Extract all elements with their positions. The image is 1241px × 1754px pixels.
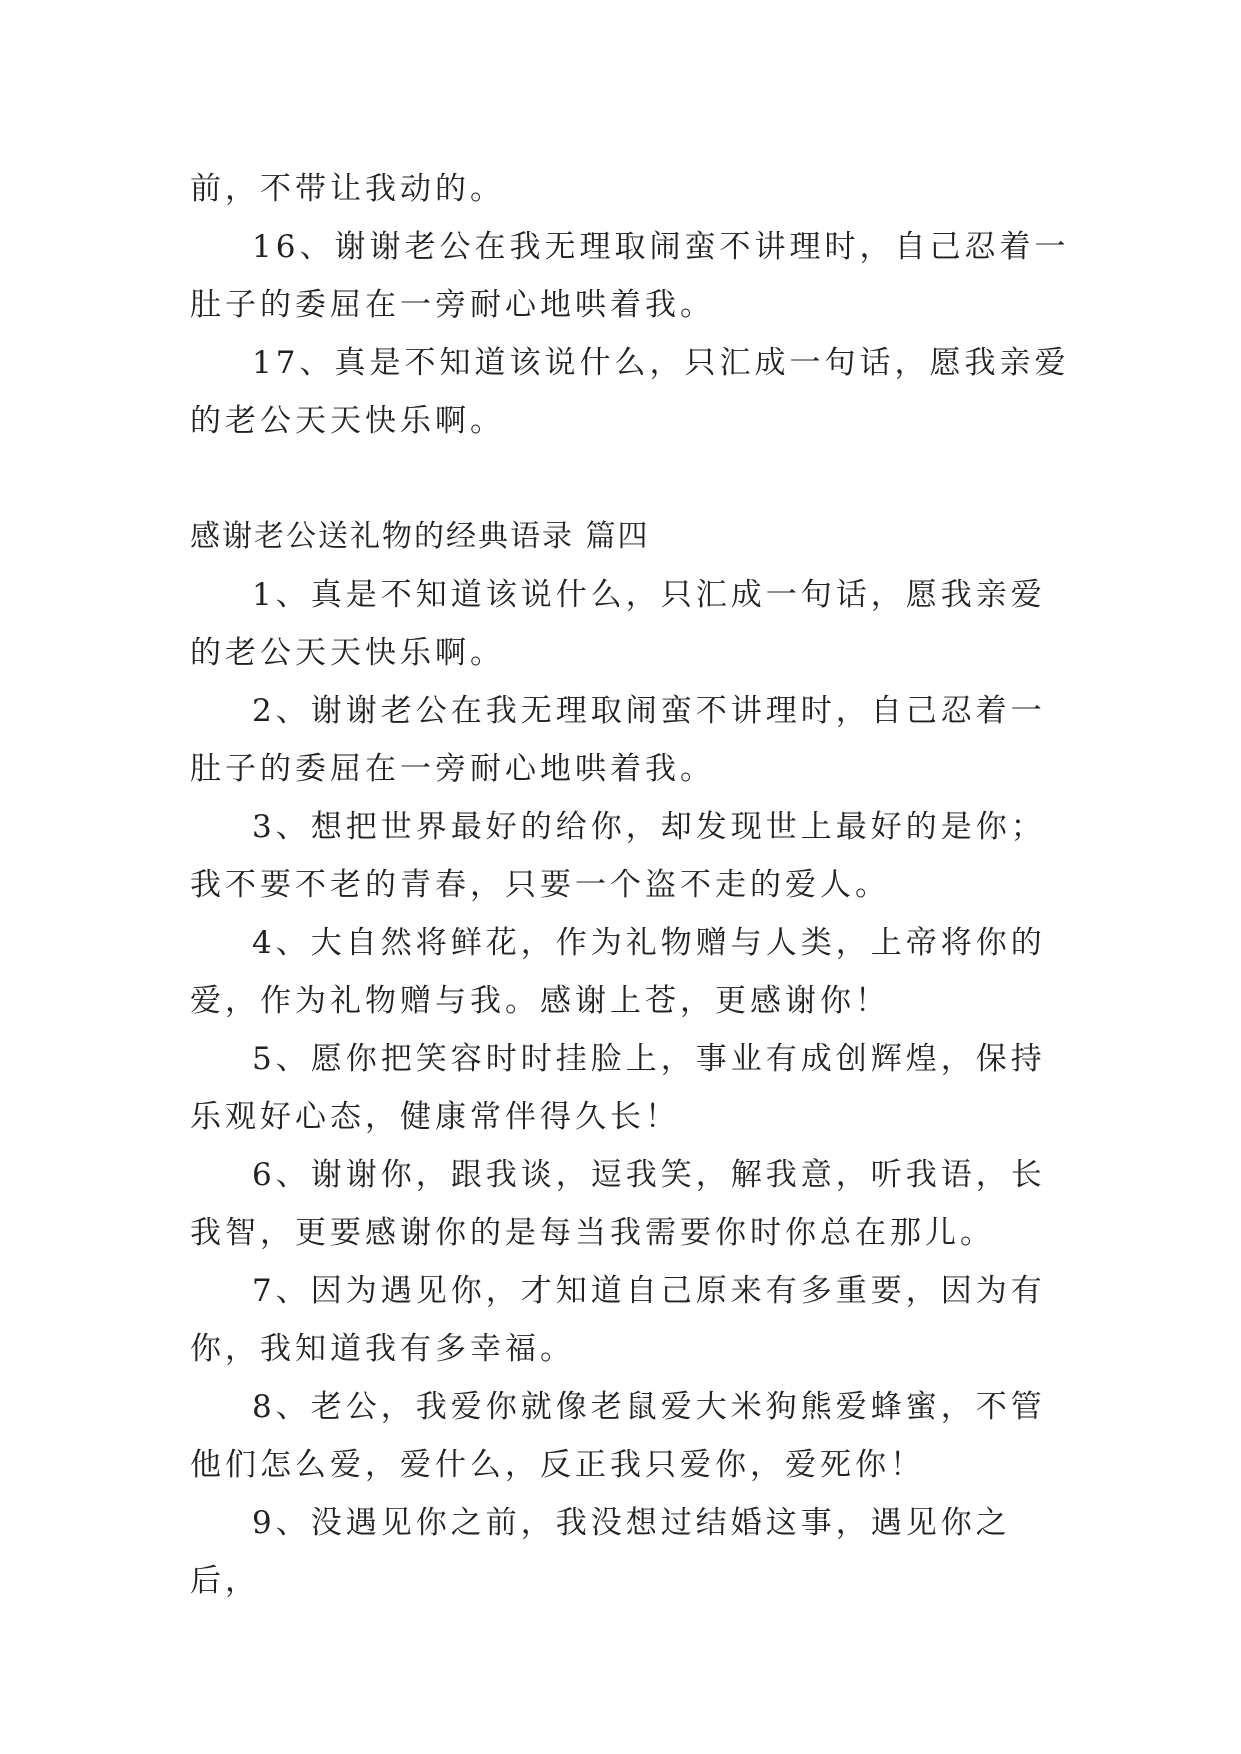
section-item-4: 4、大自然将鲜花，作为礼物赠与人类，上帝将你的爱，作为礼物赠与我。感谢上苍，更感谢你！	[190, 925, 1046, 1019]
document-body	[190, 160, 1070, 1610]
section-item-6: 6、谢谢你，跟我谈，逗我笑，解我意，听我语，长我智，更要感谢你的是每当我需要你时你总在那儿。	[190, 1157, 1046, 1251]
section-item-8: 8、老公，我爱你就像老鼠爱大米狗熊爱蜂蜜，不管他们怎么爱，爱什么，反正我只爱你，爱死你！	[190, 1389, 1046, 1483]
list-item-17: 17、真是不知道该说什么，只汇成一句话，愿我亲爱的老公天天快乐啊。	[190, 345, 1070, 439]
section-item-5: 5、愿你把笑容时时挂脸上，事业有成创辉煌，保持乐观好心态，健康常伴得久长！	[190, 1041, 1046, 1135]
continuation-paragraph: 前，不带让我动的。	[190, 171, 505, 207]
section-item-7: 7、因为遇见你，才知道自己原来有多重要，因为有你，我知道我有多幸福。	[190, 1273, 1046, 1367]
section-item-9: 9、没遇见你之前，我没想过结婚这事，遇见你之后，	[190, 1505, 1011, 1599]
section-item-3: 3、想把世界最好的给你，却发现世上最好的是你；我不要不老的青春，只要一个盗不走的爱人。	[190, 809, 1046, 903]
section-item-1: 1、真是不知道该说什么，只汇成一句话，愿我亲爱的老公天天快乐啊。	[190, 577, 1046, 671]
section-heading: 感谢老公送礼物的经典语录 篇四	[190, 519, 650, 554]
section-item-2: 2、谢谢老公在我无理取闹蛮不讲理时，自己忍着一肚子的委屈在一旁耐心地哄着我。	[190, 693, 1046, 787]
list-item-16: 16、谢谢老公在我无理取闹蛮不讲理时，自己忍着一肚子的委屈在一旁耐心地哄着我。	[190, 229, 1070, 323]
